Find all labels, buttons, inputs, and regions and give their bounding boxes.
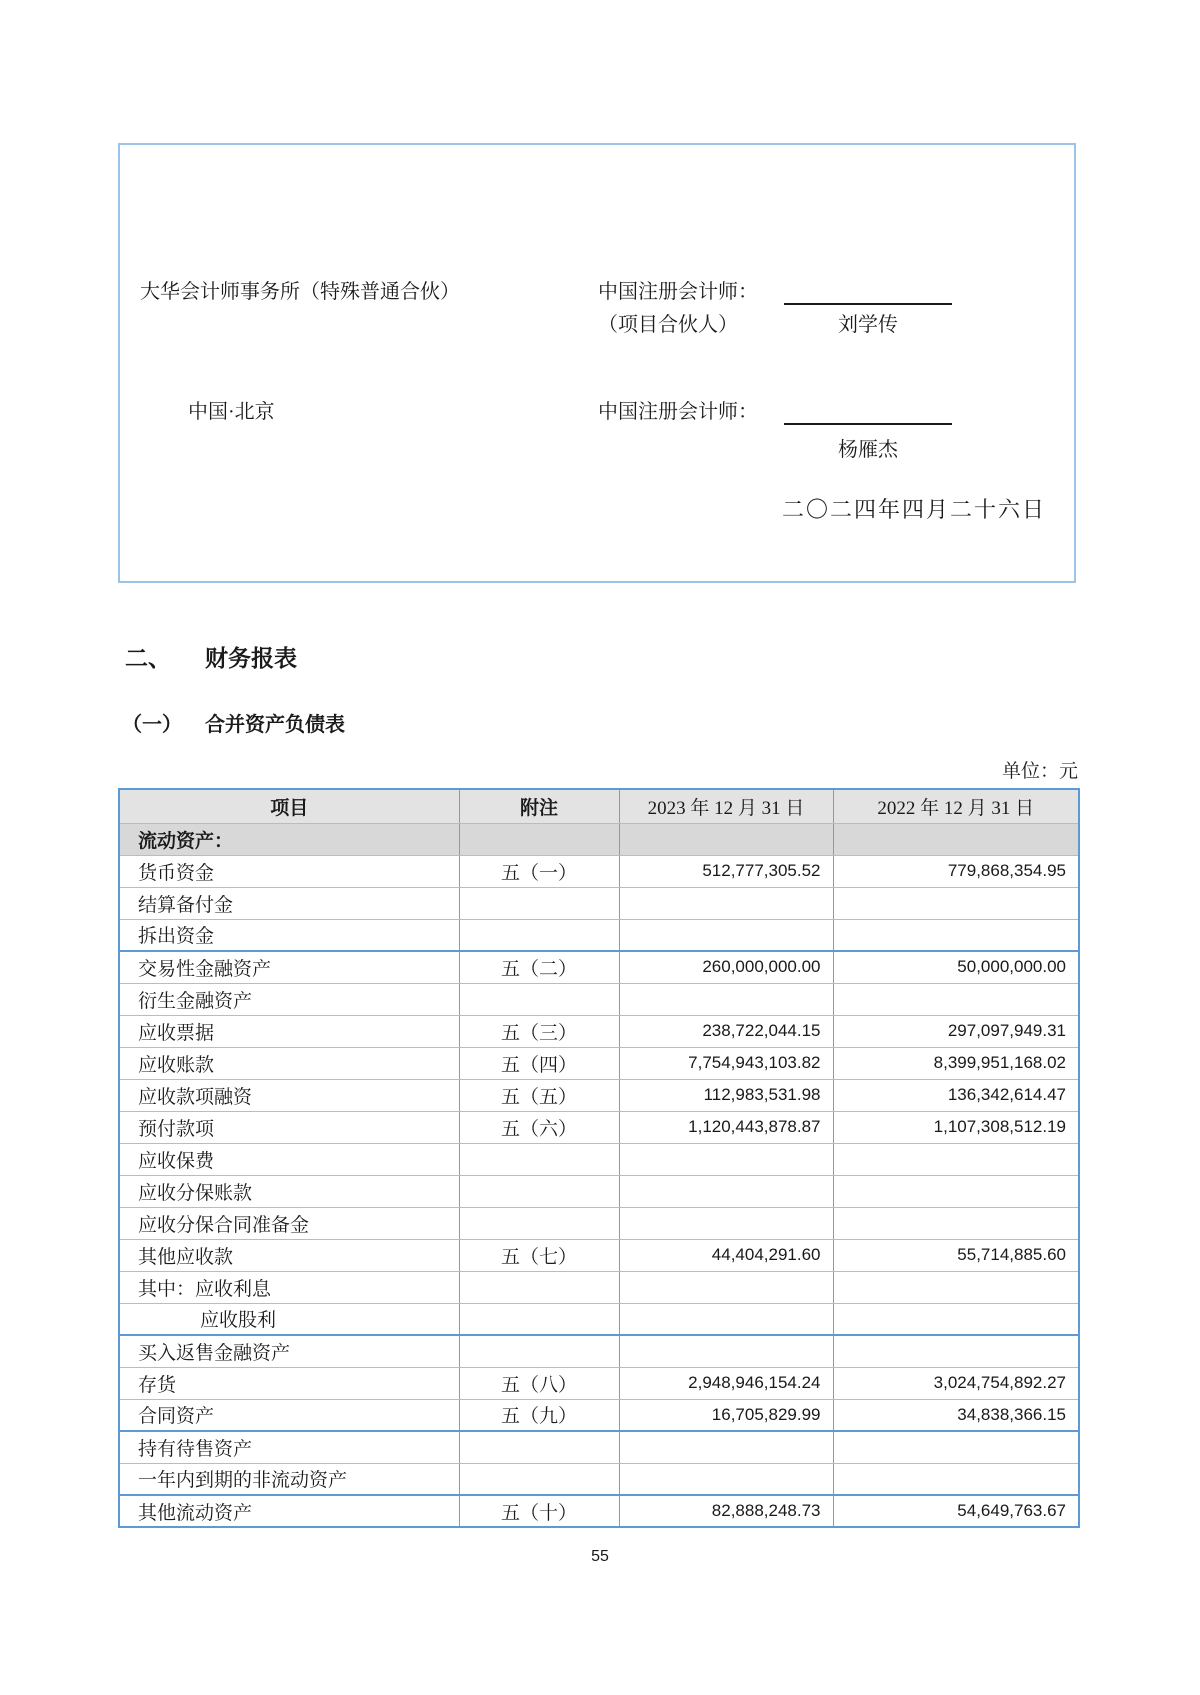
value-2022-cell bbox=[833, 1271, 1079, 1303]
value-2023-cell bbox=[619, 1143, 833, 1175]
value-2023-cell: 2,948,946,154.24 bbox=[619, 1367, 833, 1399]
value-2022-cell bbox=[833, 1207, 1079, 1239]
table-row bbox=[119, 887, 1079, 919]
subsection-heading-number: （一） bbox=[122, 714, 182, 736]
value-2022-cell bbox=[833, 1463, 1079, 1495]
note-cell bbox=[459, 1207, 619, 1239]
project-partner-label: （项目合伙人） bbox=[598, 314, 738, 336]
value-2022-cell bbox=[833, 1143, 1079, 1175]
table-row bbox=[119, 1239, 1079, 1271]
value-2022-cell: 779,868,354.95 bbox=[833, 855, 1079, 887]
value-2022-cell bbox=[833, 919, 1079, 951]
item-cell: 交易性金融资产 bbox=[119, 951, 459, 983]
value-2022-cell bbox=[833, 823, 1079, 855]
note-cell bbox=[459, 1431, 619, 1463]
item-cell: 买入返售金融资产 bbox=[119, 1335, 459, 1367]
value-2022-cell bbox=[833, 887, 1079, 919]
item-cell: 存货 bbox=[119, 1367, 459, 1399]
item-cell: 应收股利 bbox=[119, 1303, 459, 1335]
note-cell: 五（二） bbox=[459, 951, 619, 983]
note-cell: 五（三） bbox=[459, 1015, 619, 1047]
item-cell: 衍生金融资产 bbox=[119, 983, 459, 1015]
note-cell: 五（四） bbox=[459, 1047, 619, 1079]
value-2022-cell: 50,000,000.00 bbox=[833, 951, 1079, 983]
value-2022-cell bbox=[833, 1335, 1079, 1367]
item-cell: 拆出资金 bbox=[119, 919, 459, 951]
table-row bbox=[119, 1495, 1079, 1527]
signature-line-1 bbox=[784, 273, 952, 305]
value-2022-cell: 1,107,308,512.19 bbox=[833, 1111, 1079, 1143]
table-row bbox=[119, 1303, 1079, 1335]
value-2022-cell bbox=[833, 983, 1079, 1015]
value-2022-cell bbox=[833, 1431, 1079, 1463]
table-row bbox=[119, 1047, 1079, 1079]
header-date-2022: 2022 年 12 月 31 日 bbox=[833, 789, 1079, 823]
value-2023-cell bbox=[619, 823, 833, 855]
note-cell bbox=[459, 887, 619, 919]
value-2023-cell bbox=[619, 1335, 833, 1367]
header-item: 项目 bbox=[119, 789, 459, 823]
value-2022-cell: 34,838,366.15 bbox=[833, 1399, 1079, 1431]
note-cell bbox=[459, 1175, 619, 1207]
table-header-row bbox=[119, 789, 1079, 823]
unit-label: 单位：元 bbox=[1001, 761, 1078, 782]
table-row bbox=[119, 1175, 1079, 1207]
value-2023-cell bbox=[619, 983, 833, 1015]
value-2022-cell: 297,097,949.31 bbox=[833, 1015, 1079, 1047]
table-row bbox=[119, 983, 1079, 1015]
value-2023-cell: 44,404,291.60 bbox=[619, 1239, 833, 1271]
table-row bbox=[119, 919, 1079, 951]
note-cell bbox=[459, 1143, 619, 1175]
value-2023-cell: 112,983,531.98 bbox=[619, 1079, 833, 1111]
note-cell: 五（五） bbox=[459, 1079, 619, 1111]
value-2022-cell: 8,399,951,168.02 bbox=[833, 1047, 1079, 1079]
header-note: 附注 bbox=[459, 789, 619, 823]
header-date-2023: 2023 年 12 月 31 日 bbox=[619, 789, 833, 823]
subsection-heading-title: 合并资产负债表 bbox=[205, 714, 345, 736]
value-2023-cell bbox=[619, 1463, 833, 1495]
table-row bbox=[119, 1207, 1079, 1239]
value-2022-cell bbox=[833, 1175, 1079, 1207]
note-cell bbox=[459, 983, 619, 1015]
item-cell: 应收分保账款 bbox=[119, 1175, 459, 1207]
item-cell: 结算备付金 bbox=[119, 887, 459, 919]
item-cell: 合同资产 bbox=[119, 1399, 459, 1431]
value-2023-cell bbox=[619, 1271, 833, 1303]
table-body bbox=[119, 823, 1079, 1527]
value-2023-cell: 238,722,044.15 bbox=[619, 1015, 833, 1047]
item-cell: 应收款项融资 bbox=[119, 1079, 459, 1111]
section-heading-number: 二、 bbox=[125, 646, 171, 671]
value-2023-cell bbox=[619, 1431, 833, 1463]
item-cell: 其他应收款 bbox=[119, 1239, 459, 1271]
note-cell: 五（九） bbox=[459, 1399, 619, 1431]
value-2023-cell: 260,000,000.00 bbox=[619, 951, 833, 983]
table-row bbox=[119, 951, 1079, 983]
table-row bbox=[119, 1463, 1079, 1495]
note-cell: 五（六） bbox=[459, 1111, 619, 1143]
cpa-name-1: 刘学传 bbox=[838, 314, 898, 336]
table-row bbox=[119, 1111, 1079, 1143]
signature-box bbox=[118, 143, 1076, 583]
note-cell: 五（一） bbox=[459, 855, 619, 887]
table-row bbox=[119, 1335, 1079, 1367]
note-cell bbox=[459, 1463, 619, 1495]
cpa-label-2: 中国注册会计师： bbox=[598, 401, 758, 423]
value-2022-cell: 54,649,763.67 bbox=[833, 1495, 1079, 1527]
page-number: 55 bbox=[591, 1548, 609, 1565]
balance-sheet-table bbox=[118, 788, 1080, 1528]
value-2023-cell bbox=[619, 919, 833, 951]
item-cell: 货币资金 bbox=[119, 855, 459, 887]
value-2023-cell bbox=[619, 1207, 833, 1239]
table-row bbox=[119, 855, 1079, 887]
item-cell: 应收票据 bbox=[119, 1015, 459, 1047]
note-cell bbox=[459, 919, 619, 951]
section-heading-title: 财务报表 bbox=[205, 646, 297, 671]
note-cell bbox=[459, 1303, 619, 1335]
signature-line-2 bbox=[784, 393, 952, 425]
item-cell: 一年内到期的非流动资产 bbox=[119, 1463, 459, 1495]
note-cell: 五（八） bbox=[459, 1367, 619, 1399]
item-cell: 预付款项 bbox=[119, 1111, 459, 1143]
value-2022-cell: 136,342,614.47 bbox=[833, 1079, 1079, 1111]
table-row bbox=[119, 1271, 1079, 1303]
cpa-name-2: 杨雁杰 bbox=[838, 439, 898, 461]
audit-firm-name: 大华会计师事务所（特殊普通合伙） bbox=[140, 281, 460, 303]
value-2023-cell: 1,120,443,878.87 bbox=[619, 1111, 833, 1143]
value-2023-cell bbox=[619, 887, 833, 919]
table-row bbox=[119, 1143, 1079, 1175]
note-cell: 五（七） bbox=[459, 1239, 619, 1271]
item-cell: 持有待售资产 bbox=[119, 1431, 459, 1463]
note-cell bbox=[459, 1271, 619, 1303]
value-2023-cell: 82,888,248.73 bbox=[619, 1495, 833, 1527]
item-cell: 应收分保合同准备金 bbox=[119, 1207, 459, 1239]
report-date: 二〇二四年四月二十六日 bbox=[781, 497, 1046, 522]
note-cell bbox=[459, 823, 619, 855]
value-2022-cell bbox=[833, 1303, 1079, 1335]
firm-location: 中国·北京 bbox=[188, 401, 275, 423]
section-row bbox=[119, 823, 1079, 855]
value-2023-cell: 16,705,829.99 bbox=[619, 1399, 833, 1431]
table-row bbox=[119, 1399, 1079, 1431]
value-2023-cell bbox=[619, 1175, 833, 1207]
table-row bbox=[119, 1079, 1079, 1111]
table-row bbox=[119, 1431, 1079, 1463]
table-row bbox=[119, 1367, 1079, 1399]
item-cell: 其中：应收利息 bbox=[119, 1271, 459, 1303]
item-cell: 流动资产： bbox=[119, 823, 459, 855]
item-cell: 应收账款 bbox=[119, 1047, 459, 1079]
value-2022-cell: 3,024,754,892.27 bbox=[833, 1367, 1079, 1399]
cpa-label-1: 中国注册会计师： bbox=[598, 281, 758, 303]
item-cell: 应收保费 bbox=[119, 1143, 459, 1175]
item-cell: 其他流动资产 bbox=[119, 1495, 459, 1527]
value-2023-cell bbox=[619, 1303, 833, 1335]
value-2023-cell: 512,777,305.52 bbox=[619, 855, 833, 887]
value-2023-cell: 7,754,943,103.82 bbox=[619, 1047, 833, 1079]
note-cell: 五（十） bbox=[459, 1495, 619, 1527]
table-row bbox=[119, 1015, 1079, 1047]
value-2022-cell: 55,714,885.60 bbox=[833, 1239, 1079, 1271]
note-cell bbox=[459, 1335, 619, 1367]
